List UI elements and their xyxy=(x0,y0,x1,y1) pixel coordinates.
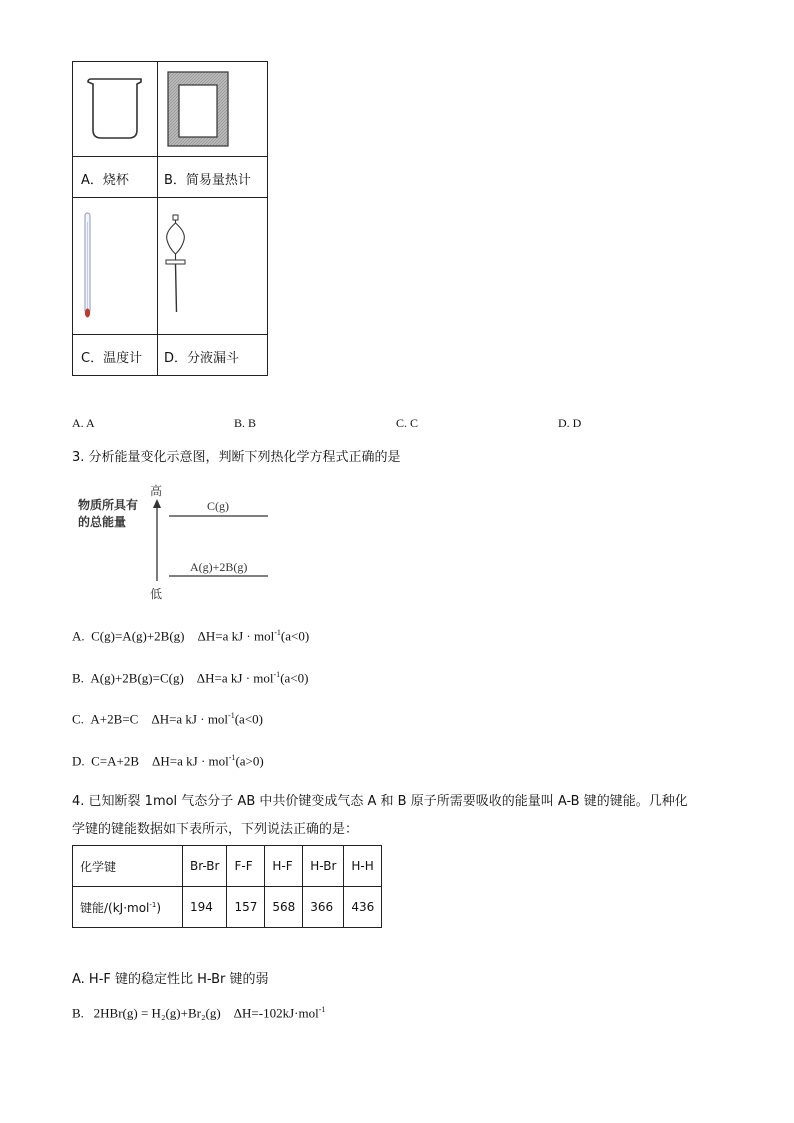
q3-option-d: D. C=A+2B ΔH=a kJ · mol$^{-1}$(a>0) xyxy=(72,753,264,769)
table-divider xyxy=(157,62,158,375)
axis-arrow-icon xyxy=(153,499,161,508)
bond-energy: 568 xyxy=(265,887,303,928)
bond-energy: 366 xyxy=(303,887,344,928)
option-b: B. B xyxy=(234,416,257,430)
table-row xyxy=(73,887,382,928)
separatory-funnel-image xyxy=(161,214,191,314)
q3-option-b: B. A(g)+2B(g)=C(g) ΔH=a kJ · mol$^{-1}$(a<0) xyxy=(72,670,309,686)
bond-name: Br-Br xyxy=(183,846,227,887)
table-divider xyxy=(73,197,267,198)
energy-diagram xyxy=(72,478,272,603)
question-4-stem-line-1: 4. 已知断裂 1mol 气态分子 AB 中共价键变成气态 A 和 B 原子所需要吸收的能量叫 A-B 键的键能。几种化 xyxy=(72,794,688,809)
table-divider xyxy=(73,156,267,157)
apparatus-label-c: C．温度计 xyxy=(81,351,143,366)
option-d: D. D xyxy=(558,416,582,430)
question-4-stem-line-2: 学键的键能数据如下表所示，下列说法正确的是： xyxy=(72,822,359,837)
q3-option-c: C. A+2B=C ΔH=a kJ · mol$^{-1}$(a<0) xyxy=(72,711,263,727)
table-divider xyxy=(73,334,267,335)
diagram-ylabel-1: 物质所具有 xyxy=(78,498,139,512)
bond-energy: 436 xyxy=(344,887,382,928)
beaker-image xyxy=(85,76,145,142)
bond-name: H-H xyxy=(344,846,382,887)
table-row xyxy=(73,846,382,887)
diagram-high-label: 高 xyxy=(150,484,163,498)
diagram-low-label: 低 xyxy=(150,587,163,601)
apparatus-label-b: B．简易量热计 xyxy=(164,173,251,188)
table-header-label: 化学键 xyxy=(73,846,183,887)
apparatus-table xyxy=(72,61,268,376)
bond-name: H-F xyxy=(265,846,303,887)
option-a: A. A xyxy=(72,416,95,430)
diagram-ylabel-2: 的总能量 xyxy=(78,515,127,529)
apparatus-label-a: A．烧杯 xyxy=(81,173,129,188)
thermometer-image xyxy=(81,212,95,322)
bond-energy-table xyxy=(72,845,382,928)
apparatus-label-d: D．分液漏斗 xyxy=(164,351,240,366)
upper-level-label: C(g) xyxy=(207,499,229,513)
q3-option-a: A. C(g)=A(g)+2B(g) ΔH=a kJ · mol$^{-1}$(a<0) xyxy=(72,628,310,644)
bond-name: F-F xyxy=(227,846,265,887)
calorimeter-image xyxy=(167,71,229,147)
bond-energy: 157 xyxy=(227,887,265,928)
option-c: C. C xyxy=(396,416,419,430)
bond-name: H-Br xyxy=(303,846,344,887)
question-3-stem: 3. 分析能量变化示意图，判断下列热化学方程式正确的是 xyxy=(72,450,401,465)
q4-option-a: A. H-F 键的稳定性比 H-Br 键的弱 xyxy=(72,972,269,987)
q4-option-b: B. 2HBr(g) = H₂(g)+Br₂(g) ΔH=-102kJ·mol$^{-1}$ xyxy=(72,1005,326,1021)
bond-energy: 194 xyxy=(183,887,227,928)
table-value-label: 键能/(kJ·mol$^{-1}$) xyxy=(73,887,183,928)
lower-level-label: A(g)+2B(g) xyxy=(190,560,248,574)
